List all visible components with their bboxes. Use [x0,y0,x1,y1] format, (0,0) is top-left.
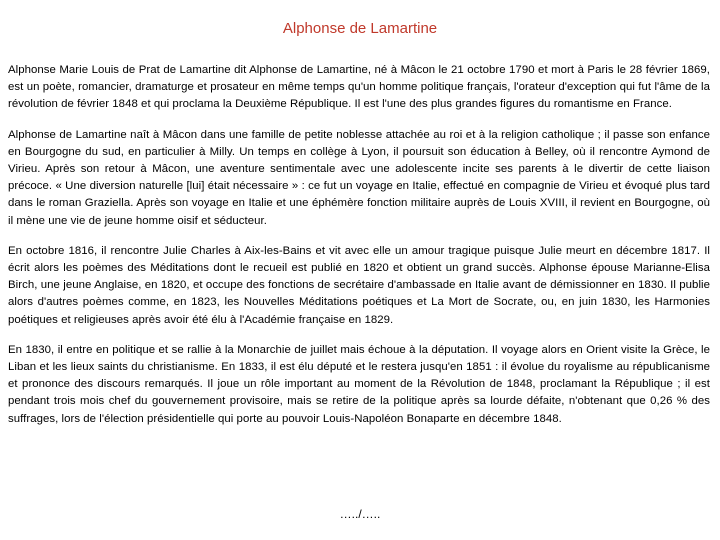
paragraph-intro: Alphonse Marie Louis de Prat de Lamartine dit Alphonse de Lamartine, né à Mâcon le 21 octobre 1790 et mort à Paris le 28 février 1869, est un poète, romancier, dramaturge et prosateur en même temps qu'un homme politique français, l'orateur d'exception qui fut l'âme de la révolution de février 1848 et qui proclama la Deuxième République. Il est l'une des plus grandes figures du romantisme en France. [8,64,710,111]
paragraph-poetry: En octobre 1816, il rencontre Julie Charles à Aix-les-Bains et vit avec elle un amour tragique puisque Julie meurt en décembre 1817. Il écrit alors les poèmes des Méditations dont le recueil est publié en 1820 et obtient un grand succès. Alphonse épouse Marianne-Elisa Birch, une jeune Anglaise, en 1820, et occupe des fonctions de secrétaire d'ambassade en Italie avant de démissionner en 1830. Il publie alors d'autres poèmes comme, en 1823, les Nouvelles Méditations poétiques et La Mort de Socrate, ou, en juin 1830, les Harmonies poétiques et religieuses après avoir été élu à l'Académie française en 1829. [8,244,710,326]
document-body [8,62,710,441]
paragraph-politics: En 1830, il entre en politique et se rallie à la Monarchie de juillet mais échoue à la députation. Il voyage alors en Orient visite la Grèce, le Liban et les lieux saints du christianisme. En 1833, il est élu député et le restera jusqu'en 1851 : il évolue du royalisme au républicanisme et prononce des discours remarqués. Il joue un rôle important au moment de la Révolution de 1848, proclamant la République ; il est pendant trois mois chef du gouvernement provisoire, mais se retire de la politique après sa lourde défaite, n'obtenant que 0,26 % des suffrages, lors de l'élection présidentielle qui porte au pouvoir Louis-Napoléon Bonaparte en décembre 1848. [8,343,710,425]
paragraph-youth: Alphonse de Lamartine naît à Mâcon dans une famille de petite noblesse attachée au roi et à la religion catholique ; il passe son enfance en Bourgogne du sud, en particulier à Milly. Un temps en collège à Lyon, il poursuit son éducation à Belley, où il rencontre Aymond de Virieu. Après son retour à Mâcon, une aventure sentimentale avec une adolescente incite ses parents à le divertir de cette liaison précoce. « Une diversion naturelle [lui] était nécessaire » : ce fut un voyage en Italie, effectué en compagnie de Virieu et évoqué plus tard dans le roman Graziella. Après son voyage en Italie et une éphémère fonction militaire auprès de Louis XVIII, il revient en Bourgogne, où il mène une vie de jeune homme oisif et séducteur. [8,128,710,227]
document-title: Alphonse de Lamartine [282,20,438,37]
continuation-marker: …../….. [339,507,381,521]
